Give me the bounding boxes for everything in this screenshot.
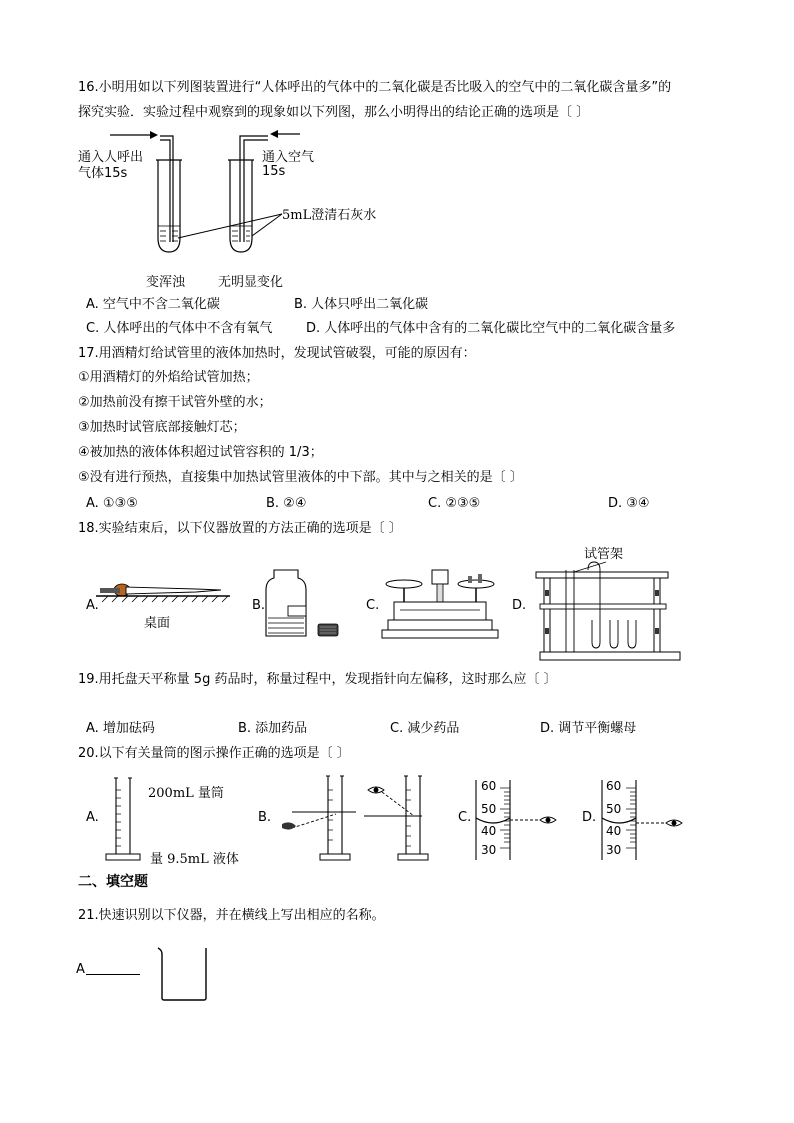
- q19-option-c[interactable]: C. 减少药品: [390, 721, 460, 736]
- q20-c-tick-40: 40: [481, 824, 497, 838]
- q21-answer-blank[interactable]: [86, 974, 140, 975]
- q20-d-tick-40: 40: [606, 824, 622, 838]
- q20-a-graduated-cylinder: [104, 776, 144, 866]
- q16-left-input-label-2: 气体15s: [78, 166, 128, 181]
- q17-option-b[interactable]: B. ②④: [266, 496, 307, 511]
- q20-a-top-label: 200mL 量筒: [148, 786, 224, 801]
- q20-d-tick-60: 60: [606, 779, 622, 793]
- q17-item-5: ⑤没有进行预热，直接集中加热试管里液体的中下部。其中与之相关的是〔 〕: [78, 470, 523, 485]
- q20-option-b-label[interactable]: B.: [258, 810, 272, 825]
- q16-left-input-label: 通入人呼出: [78, 150, 144, 165]
- q19-stem: 19.用托盘天平称量 5g 药品时，称量过程中，发现指针向左偏移，这时那么应〔 〕: [78, 672, 557, 687]
- q16-option-c[interactable]: C. 人体呼出的气体中不含有氧气: [86, 321, 273, 336]
- q18-reagent-bottle: [264, 566, 344, 642]
- q16-stem-line2: 探究实验．实验过程中观察到的现象如以下列图，那么小明得出的结论正确的选项是〔 〕: [78, 105, 590, 120]
- q16-option-b[interactable]: B. 人体只呼出二氧化碳: [294, 297, 429, 312]
- q18-desk-label: 桌面: [144, 616, 171, 631]
- section-heading-fill-in: 二、填空题: [78, 874, 148, 890]
- q17-option-d[interactable]: D. ③④: [608, 496, 650, 511]
- q20-d-cylinder-scale: [596, 776, 696, 862]
- q17-option-a[interactable]: A. ①③⑤: [86, 496, 138, 511]
- q21-beaker: [156, 944, 212, 1004]
- q17-item-1: ①用酒精灯的外焰给试管加热；: [78, 370, 259, 385]
- q20-c-tick-50: 50: [481, 802, 497, 816]
- q16-left-result: 变浑浊: [146, 275, 186, 290]
- q20-b-reading-diagrams: [276, 770, 456, 868]
- q16-right-input-label: 通入空气: [262, 150, 315, 165]
- q16-option-d[interactable]: D. 人体呼出的气体中含有的二氧化碳比空气中的二氧化碳含量多: [306, 321, 676, 336]
- q20-d-tick-30: 30: [606, 843, 622, 857]
- q20-c-tick-60: 60: [481, 779, 497, 793]
- q18-option-a-label[interactable]: A.: [86, 598, 99, 613]
- q18-stem: 18.实验结束后，以下仪器放置的方法正确的选项是〔 〕: [78, 521, 402, 536]
- q18-option-b-label[interactable]: B.: [252, 598, 266, 613]
- q20-c-cylinder-scale: [470, 776, 570, 862]
- q16-right-result: 无明显变化: [218, 275, 284, 290]
- q17-item-3: ③加热时试管底部接触灯芯；: [78, 420, 246, 435]
- q16-right-input-label-2: 15s: [262, 164, 286, 179]
- q19-option-b[interactable]: B. 添加药品: [238, 721, 308, 736]
- q18-balance: [380, 566, 500, 642]
- q18-test-tube-rack: [530, 560, 690, 668]
- q16-stem-line1: 16.小明用如以下列图装置进行“人体呼出的气体中的二氧化碳是否比吸入的空气中的二氧化碳含量多”的: [78, 80, 672, 95]
- q17-stem: 17.用酒精灯给试管里的液体加热时，发现试管破裂，可能的原因有：: [78, 346, 476, 361]
- q20-d-tick-50: 50: [606, 802, 622, 816]
- q18-option-d-label[interactable]: D.: [512, 598, 527, 613]
- q20-stem: 20.以下有关量筒的图示操作正确的选项是〔 〕: [78, 746, 350, 761]
- q17-item-2: ②加热前没有擦干试管外壁的水；: [78, 395, 272, 410]
- q16-option-a[interactable]: A. 空气中不含二氧化碳: [86, 297, 220, 312]
- q18-rack-label: 试管架: [584, 547, 624, 562]
- q21-label-a: A: [76, 962, 85, 977]
- q18-option-c-label[interactable]: C.: [366, 598, 380, 613]
- q19-option-a[interactable]: A. 增加砝码: [86, 721, 155, 736]
- q16-limewater-label: 5mL澄清石灰水: [282, 208, 377, 223]
- q20-a-bottom-label: 量 9.5mL 液体: [150, 852, 239, 867]
- q20-option-d-label[interactable]: D.: [582, 810, 597, 825]
- q21-stem: 21.快速识别以下仪器，并在横线上写出相应的名称。: [78, 908, 385, 923]
- q19-option-d[interactable]: D. 调节平衡螺母: [540, 721, 637, 736]
- q20-option-a-label[interactable]: A.: [86, 810, 99, 825]
- q17-option-c[interactable]: C. ②③⑤: [428, 496, 481, 511]
- q20-option-c-label[interactable]: C.: [458, 810, 472, 825]
- q17-item-4: ④被加热的液体体积超过试管容积的 1/3；: [78, 445, 323, 460]
- q20-c-tick-30: 30: [481, 843, 497, 857]
